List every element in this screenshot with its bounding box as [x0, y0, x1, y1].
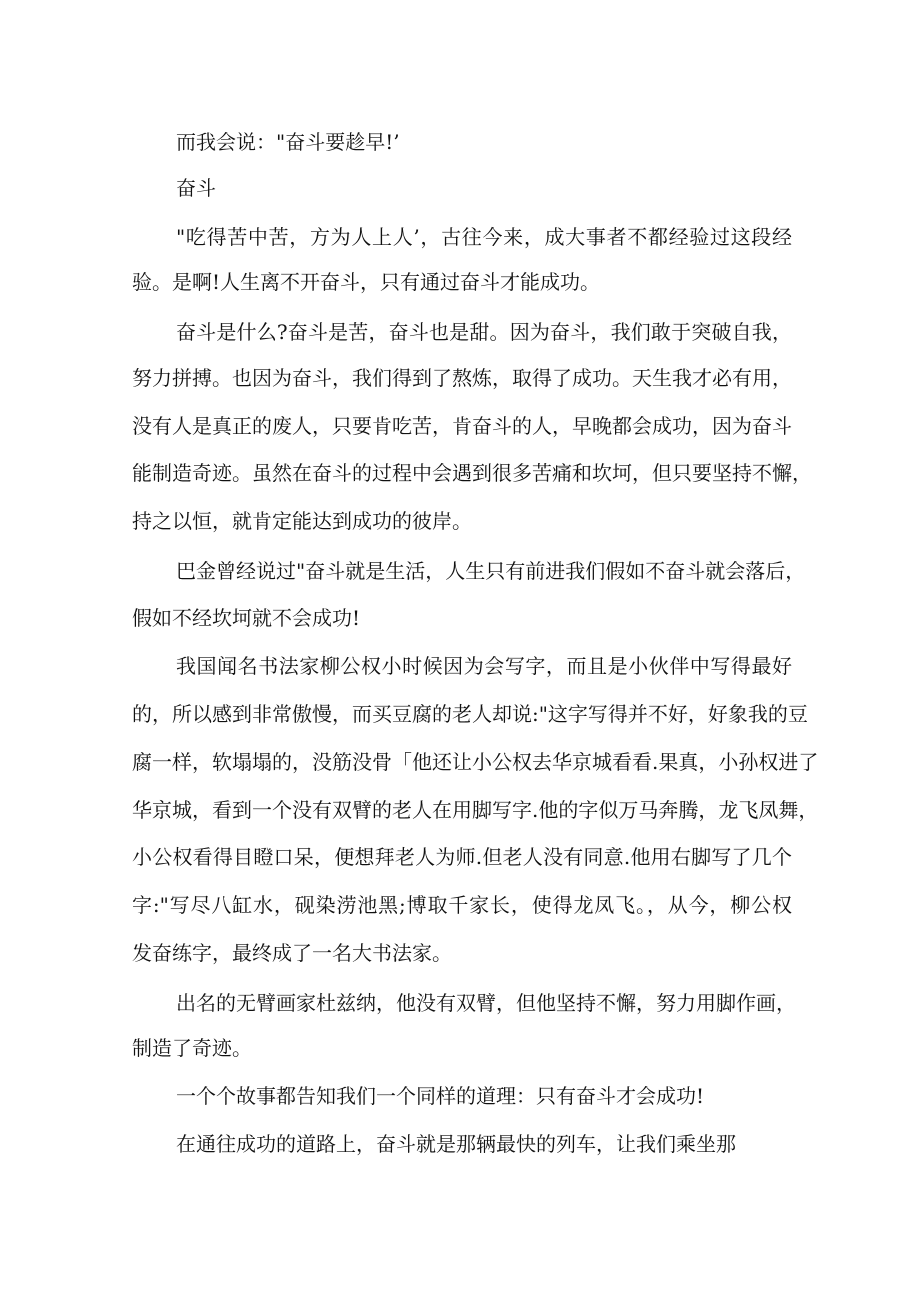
text-line: 在通往成功的道路上，奋斗就是那辆最快的列车，让我们乘坐那: [176, 1132, 736, 1156]
text-line: 一个个故事都告知我们一个同样的道理：只有奋斗才会成功!: [176, 1084, 705, 1108]
text-line: 小公权看得目瞪口呆，便想拜老人为师.但老人没有同意.他用右脚写了几个: [132, 845, 792, 869]
text-line: 而我会说："奋斗要趁早!’: [176, 130, 400, 154]
text-line: "吃得苦中苦，方为人上人’，古往今来，成大事者不都经验过这段经: [176, 225, 792, 249]
text-line: 巴金曾经说过"奋斗就是生活，人生只有前进我们假如不奋斗就会落后，: [176, 559, 806, 583]
text-line: 华京城，看到一个没有双臂的老人在用脚写字.他的字似万马奔腾，龙飞凤舞，: [132, 798, 819, 822]
text-line: 努力拼搏。也因为奋斗，我们得到了熬炼，取得了成功。天生我才必有用，: [132, 366, 792, 390]
text-line: 持之以恒，就肯定能达到成功的彼岸。: [132, 509, 472, 533]
text-line: 假如不经坎坷就不会成功!: [132, 606, 361, 630]
text-line: 奋斗是什么?奋斗是苦，奋斗也是甜。因为奋斗，我们敢于突破自我，: [176, 320, 792, 344]
text-line: 验。是啊!人生离不开奋斗，只有通过奋斗才能成功。: [132, 270, 601, 294]
text-line: 出名的无臂画家杜兹纳，他没有双臂，但他坚持不懈，努力用脚作画，: [176, 991, 796, 1015]
text-line: 能制造奇迹。虽然在奋斗的过程中会遇到很多苦痛和坎坷，但只要坚持不懈，: [132, 461, 812, 485]
text-line: 制造了奇迹。: [132, 1036, 252, 1060]
section-heading: 奋斗: [176, 176, 216, 200]
text-line: 我国闻名书法家柳公权小时候因为会写字，而且是小伙伴中写得最好: [176, 654, 792, 678]
text-line: 字:"写尽八缸水，砚染涝池黑;博取千家长，使得龙凤飞。，从今，柳公权: [132, 893, 792, 917]
text-line: 没有人是真正的废人，只要肯吃苦，肯奋斗的人，早晚都会成功，因为奋斗: [132, 414, 792, 438]
text-line: 的，所以感到非常傲慢，而买豆腐的老人却说:"这字写得并不好，好象我的豆: [132, 702, 808, 726]
text-line: 腐一样，软塌塌的，没筋没骨「他还让小公权去华京城看看.果真，小孙权进了: [132, 750, 819, 774]
text-line: 发奋练字，最终成了一名大书法家。: [132, 941, 452, 965]
